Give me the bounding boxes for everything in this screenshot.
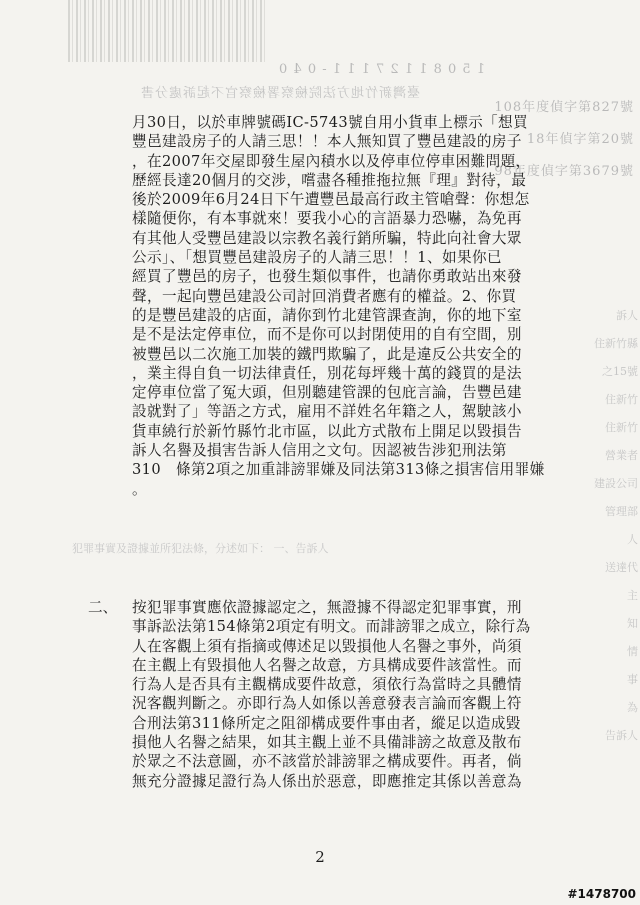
body-line: 公示」、「想買豐邑建設房子的人請三思！！1、如果你已 <box>132 249 502 267</box>
bleed-fragment: 事 <box>627 673 638 686</box>
body-line: 的是豐邑建設的店面，請你到竹北建管課查詢，你的地下室 <box>132 306 522 324</box>
section-line: 事訴訟法第154條第2項定有明文。而誹謗罪之成立，除行為 <box>132 618 531 636</box>
bleed-fragment: 建設公司 <box>594 477 638 490</box>
bleed-fragment: 主 <box>627 589 638 602</box>
body-paragraph <box>132 113 582 499</box>
body-line: 訴人名譽及損害告訴人信用之文句。因認被告涉犯刑法第 <box>132 442 507 460</box>
bleed-fragment: 訴人 <box>616 309 638 322</box>
bleed-fragment: 住新竹 <box>605 393 638 406</box>
body-line: ，在2007年交屋即發生屋內積水以及停車位停車困難問題， <box>132 152 531 170</box>
section-line: 按犯罪事實應依證據認定之，無證據不得認定犯罪事實，刑 <box>132 599 522 616</box>
bleed-fragment: 知 <box>627 617 638 630</box>
bleed-case-number: 98年度偵字第3679號 <box>494 164 634 179</box>
section-body <box>132 598 582 791</box>
body-line: 310 條第2項之加重誹謗罪嫌及同法第313條之損害信用罪嫌 <box>132 461 545 479</box>
bleed-case-number: 108年度偵字第827號 <box>494 100 634 115</box>
body-line: 後於2009年6月24日下午遭豐邑最高行政主管嗆聲：你想怎 <box>132 191 530 209</box>
bleed-fragment: 告訴人 <box>605 729 638 742</box>
bleed-case-number: 18年偵字第20號 <box>526 132 634 147</box>
bleed-left-row: 犯罪事實及證據並所犯法條，分述如下： 一、告訴人 <box>72 542 329 555</box>
body-line: 被豐邑以二次施工加裝的鐵門欺騙了，此是違反公共安全的 <box>132 345 522 363</box>
body-line: 有其他人受豐邑建設以宗教名義行銷所騙，特此向社會大眾 <box>132 229 522 247</box>
body-line: 樣隨便你，有本事就來！要我小心的言語暴力恐嚇，為免再 <box>132 210 522 228</box>
bleed-title: 臺灣新竹地方法院檢察署檢察官不起訴處分書 <box>140 86 421 101</box>
section-line: 人在客觀上須有指摘或傳述足以毀損他人名譽之事外，尚須 <box>132 637 522 655</box>
bleed-fragment: 情 <box>627 645 638 658</box>
bleed-fragment: 之15號 <box>602 365 638 378</box>
body-line: 歷經長達20個月的交涉，嚐盡各種推拖拉無『理』對待，最 <box>132 171 527 189</box>
section-line: 無充分證據足證行為人係出於惡意，即應推定其係以善意為 <box>132 772 522 790</box>
bleed-fragment: 營業者 <box>605 449 638 462</box>
page-number: 2 <box>315 848 325 866</box>
section-line: 於眾之不法意圖，亦不該當於誹謗罪之構成要件。再者，倘 <box>132 753 522 771</box>
body-line: 是不是法定停車位，而不是你可以封閉使用的自有空間，別 <box>132 326 522 344</box>
body-line: 豐邑建設房子的人請三思！！本人無知買了豐邑建設的房子 <box>132 133 522 151</box>
section-line: 合刑法第311條所定之阻卻構成要件事由者，縱足以造成毀 <box>132 714 521 732</box>
body-line: 定停車位當了冤大頭，但別聽建管課的包庇言論，告豐邑建 <box>132 384 522 402</box>
body-line: 聲，一起向豐邑建設公司討回消費者應有的權益。2、你買 <box>132 287 517 305</box>
barcode-bleed <box>68 0 268 62</box>
bleed-right-column <box>578 310 638 741</box>
bleed-fragment: 住新竹縣 <box>594 337 638 350</box>
bleed-fragment: 為 <box>627 701 638 714</box>
bleed-fragment: 人 <box>627 533 638 546</box>
archive-stamp: #1478700 <box>567 887 636 901</box>
body-line: 。 <box>132 480 147 498</box>
bleed-fragment: 住新竹 <box>605 421 638 434</box>
body-line: 經買了豐邑的房子，也發生類似事件，也請你勇敢站出來發 <box>132 268 522 286</box>
body-line: 貨車繞行於新竹縣竹北市區，以此方式散布上開足以毀損告 <box>132 422 522 440</box>
body-line: 月30日，以於車牌號碼IC-5743號自用小貨車上標示「想買 <box>132 114 529 131</box>
body-line: ，業主得自負一切法律責任，別花每坪幾十萬的錢買的是法 <box>132 364 522 382</box>
body-line: 設就對了」等語之方式，雇用不詳姓名年籍之人，駕駛該小 <box>132 403 522 421</box>
section-line: 損他人名譽之結果，如其主觀上並不具備誹謗之故意及散布 <box>132 734 522 752</box>
section-number: 二、 <box>88 599 118 616</box>
bleed-serial: 1 5 0 8 1 1 2 7 1 1 1 - 0 4 0 <box>278 62 486 77</box>
section-line: 行為人是否具有主觀構成要件故意，須依行為當時之具體情 <box>132 676 522 694</box>
bleed-fragment: 管理部 <box>605 505 638 518</box>
section-line: 在主觀上有毀損他人名譽之故意，方具構成要件該當性。而 <box>132 656 522 674</box>
bleed-fragment: 送達代 <box>605 561 638 574</box>
section-line: 況客觀判斷之。亦即行為人如係以善意發表言論而客觀上符 <box>132 695 522 713</box>
